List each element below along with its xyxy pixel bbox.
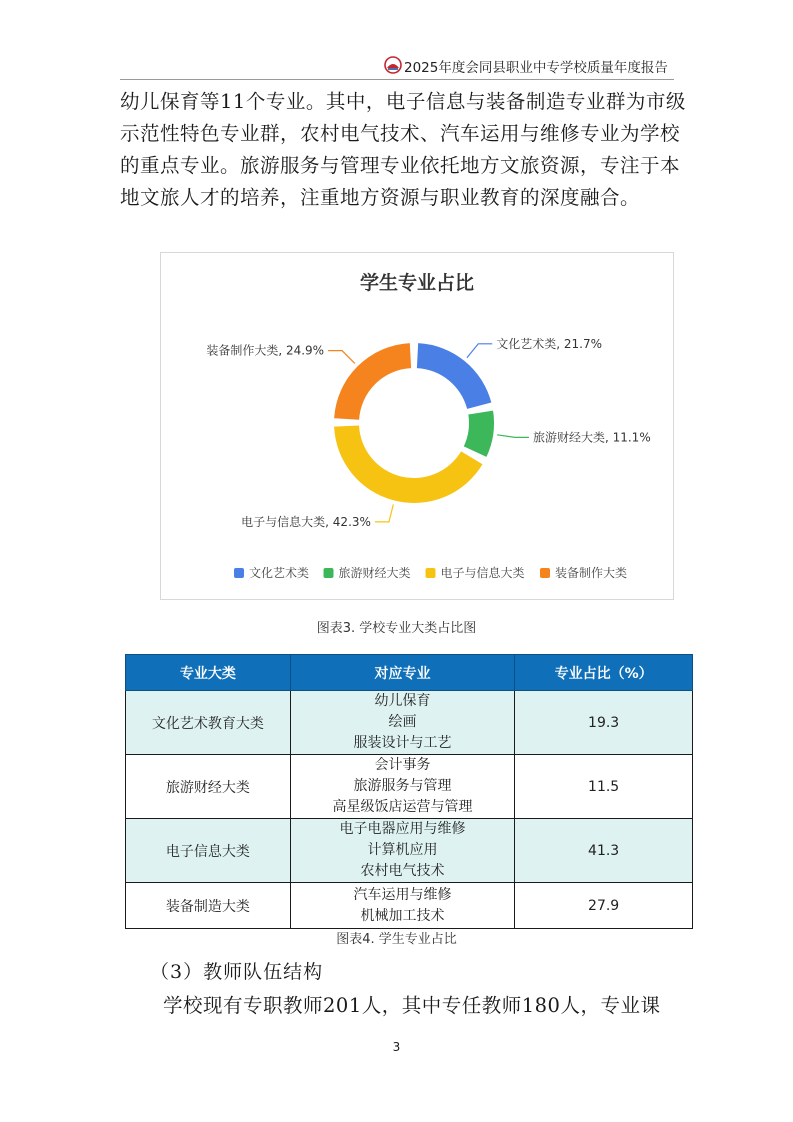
majors-cell — [290, 819, 515, 883]
majors-cell — [290, 755, 515, 819]
majors-cell — [290, 691, 515, 755]
percent-cell: 27.9 — [515, 883, 693, 929]
table-header-row — [126, 655, 693, 691]
figure-caption: 图表3. 学校专业大类占比图 — [316, 621, 477, 636]
donut-slice — [417, 343, 491, 409]
major-item: 服装设计与工艺 — [353, 735, 452, 751]
legend-swatch — [426, 568, 436, 578]
category-cell: 旅游财经大类 — [126, 755, 291, 819]
major-item: 会计事务 — [374, 757, 431, 773]
report-header — [0, 52, 793, 82]
school-logo-icon — [384, 56, 402, 74]
major-item: 汽车运用与维修 — [353, 886, 452, 903]
leader-line — [467, 344, 492, 358]
section-heading: （3）教师队伍结构 — [150, 961, 324, 983]
major-item: 农村电气技术 — [360, 863, 445, 879]
data-label: 文化艺术类, 21.7% — [496, 336, 603, 351]
intro-paragraph — [120, 86, 686, 214]
table-caption: 图表4. 学生专业占比 — [336, 932, 457, 947]
category-cell: 文化艺术教育大类 — [126, 691, 291, 755]
table-row — [126, 691, 693, 755]
major-item: 绘画 — [388, 714, 417, 730]
legend-label: 电子与信息大类 — [440, 566, 525, 580]
data-label: 旅游财经大类, 11.1% — [532, 430, 651, 445]
intro-line: 的重点专业。旅游服务与管理专业依托地方文旅资源，专注于本 — [120, 154, 681, 177]
body-line: 学校现有专职教师201人，其中专任教师180人，专业课 — [163, 994, 661, 1017]
column-header: 对应专业 — [290, 655, 515, 691]
major-item: 旅游服务与管理 — [353, 778, 452, 794]
legend-label: 旅游财经大类 — [338, 566, 411, 580]
intro-line: 幼儿保育等11个专业。其中，电子信息与装备制造专业群为市级 — [120, 90, 686, 113]
donut-chart-svg — [161, 253, 673, 599]
leader-line — [497, 435, 529, 438]
chart-title: 学生专业占比 — [359, 272, 475, 294]
major-item: 幼儿保育 — [374, 693, 431, 709]
report-title: 2025年度会同县职业中专学校质量年度报告 — [404, 60, 668, 76]
major-item: 高星级饭店运营与管理 — [332, 799, 473, 815]
legend-swatch — [234, 568, 244, 578]
table-row — [126, 883, 693, 929]
data-label: 装备制作大类, 24.9% — [206, 343, 325, 358]
leader-line — [328, 351, 355, 364]
majors-cell — [290, 883, 515, 929]
header-rule — [120, 79, 674, 80]
percent-cell: 11.5 — [515, 755, 693, 819]
donut-slice — [464, 411, 494, 457]
table-row — [126, 755, 693, 819]
percent-cell: 41.3 — [515, 819, 693, 883]
legend-swatch — [540, 568, 550, 578]
percent-cell: 19.3 — [515, 691, 693, 755]
column-header: 专业占比（%） — [515, 655, 693, 691]
legend-swatch — [324, 568, 334, 578]
major-item: 机械加工技术 — [360, 907, 445, 924]
donut-chart — [160, 252, 674, 600]
legend-label: 装备制作大类 — [555, 566, 628, 580]
table-row — [126, 819, 693, 883]
column-header: 专业大类 — [126, 655, 291, 691]
leader-line — [375, 504, 393, 521]
majors-table — [125, 654, 693, 929]
major-item: 计算机应用 — [367, 842, 438, 858]
category-cell: 电子信息大类 — [126, 819, 291, 883]
page-number: 3 — [392, 1040, 401, 1054]
intro-line: 地文旅人才的培养，注重地方资源与职业教育的深度融合。 — [120, 186, 641, 209]
data-label: 电子与信息大类, 42.3% — [241, 514, 371, 529]
category-cell: 装备制造大类 — [126, 883, 291, 929]
major-item: 电子电器应用与维修 — [339, 821, 466, 837]
intro-line: 示范性特色专业群，农村电气技术、汽车运用与维修专业为学校 — [120, 122, 681, 145]
donut-slice — [334, 426, 482, 503]
body-paragraph — [163, 990, 683, 1022]
legend-label: 文化艺术类 — [249, 566, 310, 580]
